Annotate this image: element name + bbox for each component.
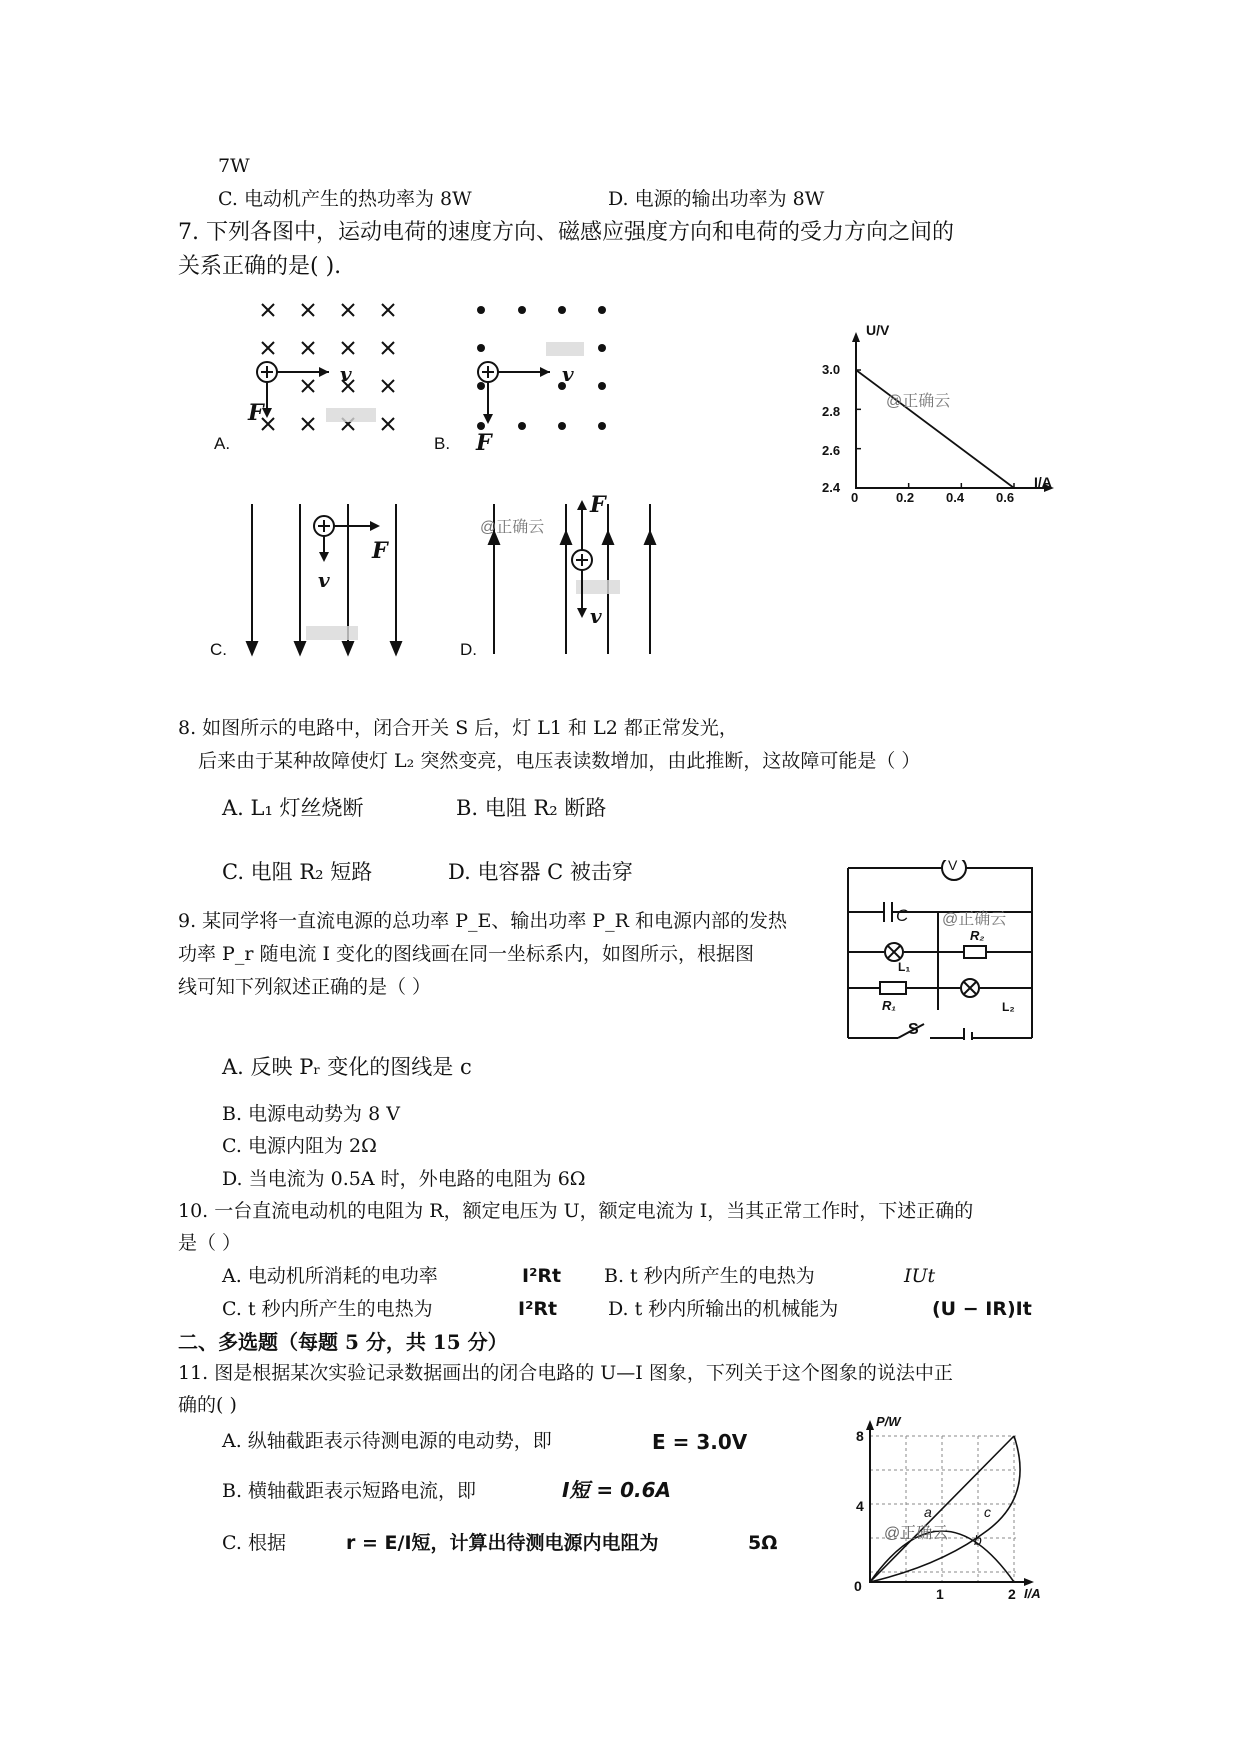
q7-option-b-label: B.	[434, 434, 451, 453]
q11-stem-line2: 确的( )	[178, 1394, 237, 1416]
q11-option-b-formula: I短 = 0.6A	[562, 1478, 672, 1502]
q10-option-b: B. t 秒内所产生的电热为	[604, 1265, 815, 1287]
velocity-label: v	[590, 604, 602, 628]
ui-xtick: 0.4	[946, 490, 965, 505]
q8-stem-line2: 后来由于某种故障使灯 L₂ 突然变亮，电压表读数增加，由此推断，这故障可能是（ ）	[198, 750, 921, 772]
q11-option-b: B. 横轴截距表示短路电流，即	[222, 1480, 477, 1502]
resistor-r1-label: R₁	[882, 998, 896, 1013]
q7-stem-line2: 关系正确的是( ).	[178, 254, 342, 279]
prev-option-c: C. 电动机产生的热功率为 8W	[218, 188, 472, 210]
q7-figure-c	[200, 500, 430, 660]
q8-stem-line1: 8. 如图所示的电路中，闭合开关 S 后，灯 L1 和 L2 都正常发光，	[178, 717, 738, 739]
q10-stem-line2: 是（ ）	[178, 1232, 242, 1254]
ui-line	[856, 370, 1014, 488]
q11-option-c-formula: r = E/I短，计算出待测电源内电阻为	[346, 1532, 659, 1554]
watermark: @正确云	[942, 911, 1007, 928]
q10-option-c: C. t 秒内所产生的电热为	[222, 1298, 433, 1320]
resistor-r2-label: R₂	[970, 928, 985, 943]
q8-circuit-diagram	[840, 857, 1040, 1040]
q7-option-d-label: D.	[460, 640, 477, 659]
q9-option-c: C. 电源内阻为 2Ω	[222, 1135, 377, 1157]
q7-option-a-label: A.	[214, 434, 231, 453]
q9-stem-line1: 9. 某同学将一直流电源的总功率 P_E、输出功率 P_R 和电源内部的发热	[178, 910, 788, 932]
ui-ylabel: U/V	[866, 322, 890, 338]
q7-figure-a	[200, 296, 420, 456]
pi-ytick: 0	[854, 1578, 862, 1594]
ui-ytick: 3.0	[822, 362, 841, 377]
force-label: F	[248, 400, 264, 426]
ui-ytick: 2.6	[822, 443, 841, 458]
q10-option-b-formula: IUt	[904, 1265, 936, 1287]
q8-option-a: A. L₁ 灯丝烧断	[222, 796, 364, 820]
q9-stem-line3: 线可知下列叙述正确的是（ ）	[178, 976, 432, 998]
lamp-l1-label: L₁	[898, 960, 911, 974]
velocity-label: v	[318, 568, 330, 592]
q11-stem-line1: 11. 图是根据某次实验记录数据画出的闭合电路的 U—I 图象，下列关于这个图象的说法中正	[178, 1362, 953, 1384]
watermark: @正确云	[884, 1525, 949, 1542]
q11-option-c: C. 根据	[222, 1532, 286, 1554]
q9-stem-line2: 功率 P_r 随电流 I 变化的图线画在同一坐标系内，如图所示，根据图	[178, 943, 755, 965]
q7-option-c-label: C.	[210, 640, 227, 659]
prev-option-d: D. 电源的输出功率为 8W	[608, 188, 825, 210]
force-label: F	[372, 538, 388, 564]
q9-option-b: B. 电源电动势为 8 V	[222, 1103, 400, 1125]
ui-ytick: 2.8	[822, 404, 841, 419]
velocity-label: v	[562, 362, 574, 386]
section-title: 二、多选题（每题 5 分，共 15 分）	[178, 1330, 508, 1354]
q7-stem-line1: 7. 下列各图中，运动电荷的速度方向、磁感应强度方向和电荷的受力方向之间的	[178, 220, 954, 245]
q7-figure-b	[428, 296, 648, 456]
q10-option-c-formula: I²Rt	[518, 1298, 558, 1320]
lamp-l2-label: L₂	[1002, 1000, 1015, 1014]
q10-option-a: A. 电动机所消耗的电功率	[222, 1265, 438, 1287]
ui-xtick: 0	[851, 490, 859, 505]
q7-figure-d	[448, 492, 678, 660]
watermark: @正确云	[480, 519, 545, 536]
q11-option-a: A. 纵轴截距表示待测电源的电动势，即	[222, 1430, 552, 1452]
q10-stem-line1: 10. 一台直流电动机的电阻为 R，额定电压为 U，额定电流为 I，当其正常工作时，下述正确的	[178, 1200, 974, 1222]
curve-c-label: c	[984, 1504, 991, 1520]
q8-option-c: C. 电阻 R₂ 短路	[222, 860, 373, 884]
watermark: @正确云	[886, 393, 951, 410]
q11-option-c-value: 5Ω	[748, 1532, 778, 1554]
q10-option-d-formula: (U − IR)It	[932, 1298, 1032, 1320]
q10-option-a-formula: I²Rt	[522, 1265, 562, 1287]
curve-a-label: a	[924, 1504, 932, 1520]
q11-option-a-formula: E = 3.0V	[652, 1430, 748, 1454]
force-label: F	[476, 430, 492, 456]
ui-xtick: 0.2	[896, 490, 915, 505]
q7-ui-graph	[818, 322, 1068, 510]
curve-b-label: b	[974, 1532, 982, 1548]
pi-xtick: 2	[1008, 1586, 1016, 1602]
q8-option-d: D. 电容器 C 被击穿	[448, 860, 633, 884]
prev-continuation: 7W	[218, 155, 250, 177]
voltmeter-label: V	[948, 857, 958, 873]
q10-option-d: D. t 秒内所输出的机械能为	[608, 1298, 839, 1320]
pi-xlabel: I/A	[1024, 1586, 1041, 1601]
q8-option-b: B. 电阻 R₂ 断路	[456, 796, 607, 820]
capacitor-label: C	[896, 906, 909, 925]
pi-xtick: 1	[936, 1586, 944, 1602]
pi-ytick: 4	[856, 1498, 864, 1514]
pi-ylabel: P/W	[876, 1414, 901, 1429]
velocity-label: v	[340, 362, 352, 386]
q9-option-d: D. 当电流为 0.5A 时，外电路的电阻为 6Ω	[222, 1168, 586, 1190]
curve-a	[870, 1436, 1014, 1582]
pi-ytick: 8	[856, 1428, 864, 1444]
ui-xlabel: I/A	[1034, 474, 1052, 490]
q9-option-a: A. 反映 Pᵣ 变化的图线是 c	[222, 1055, 472, 1079]
switch-label: S	[908, 1021, 919, 1038]
q9-power-graph	[848, 1414, 1041, 1610]
ui-ytick: 2.4	[822, 480, 841, 495]
ui-xtick: 0.6	[996, 490, 1015, 505]
force-label: F	[590, 492, 606, 518]
